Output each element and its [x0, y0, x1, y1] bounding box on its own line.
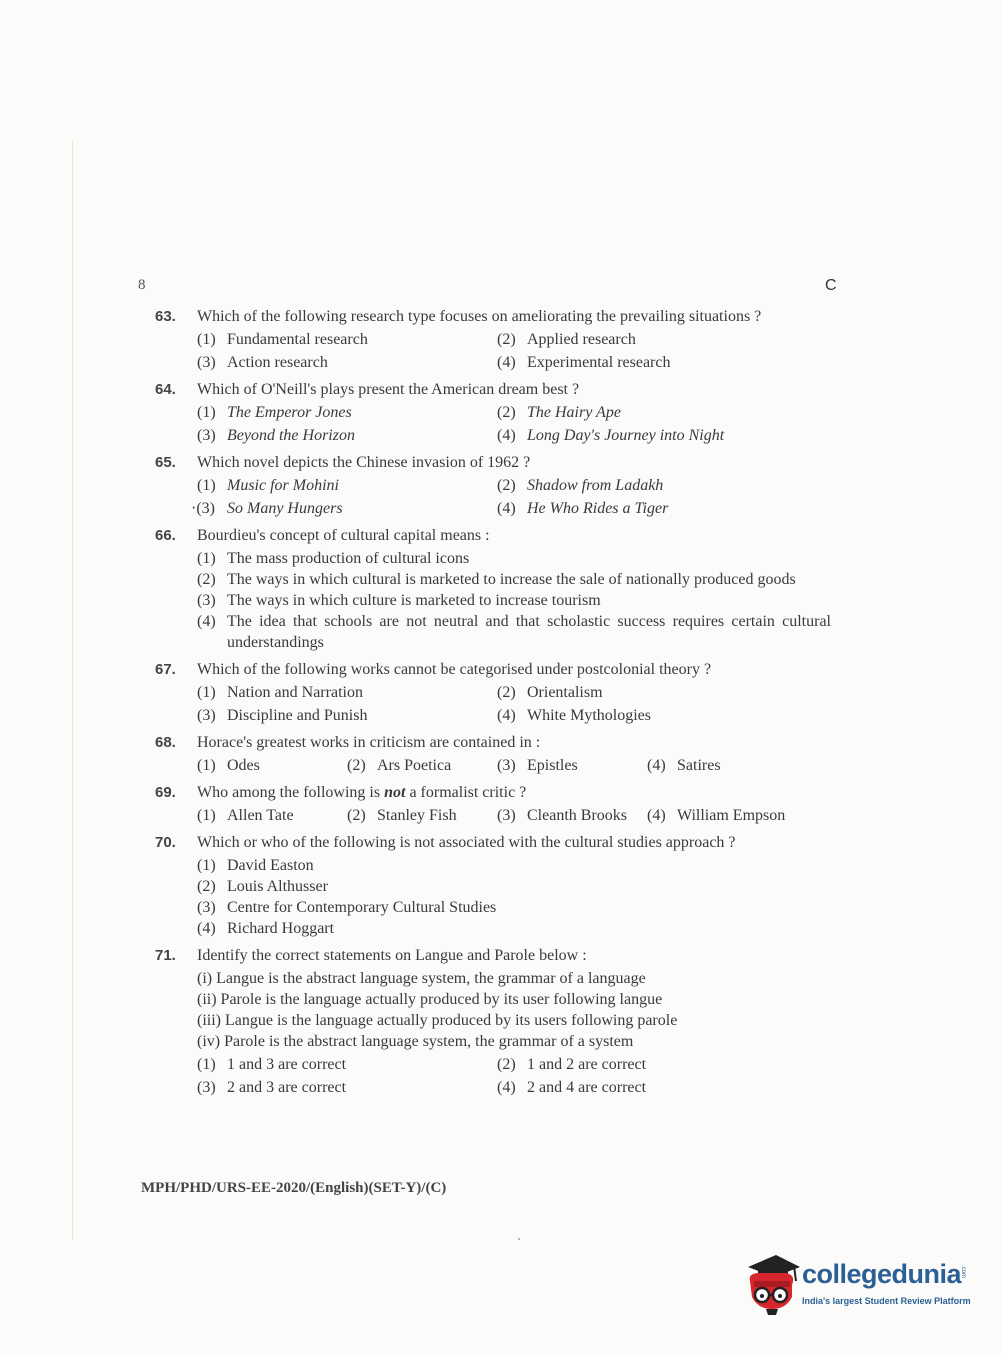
option-1: (1) The Emperor Jones: [197, 404, 352, 421]
page-number: 8: [138, 277, 146, 293]
option-1: (1) Odes: [197, 757, 260, 774]
question-69: [155, 782, 831, 826]
question-stem: Bourdieu's concept of cultural capital means :: [197, 527, 490, 544]
option-1: (1) Music for Mohini: [197, 477, 339, 494]
option-2: (2) Shadow from Ladakh: [497, 477, 664, 494]
question-stem: Which of O'Neill's plays present the American dream best ?: [197, 381, 580, 398]
logo-wordmark: collegedunia: [802, 1259, 962, 1289]
question-stem: Identify the correct statements on Langue and Parole below :: [197, 947, 587, 964]
collegedunia-logo[interactable]: [742, 1251, 972, 1321]
question-stem: Which of the following works cannot be categorised under postcolonial theory ?: [197, 661, 712, 678]
question-stem: Which novel depicts the Chinese invasion of 1962 ?: [197, 454, 531, 471]
statements: [197, 968, 831, 1052]
question-68: [155, 732, 831, 776]
question-64: [155, 379, 831, 446]
option-3: (3) Beyond the Horizon: [197, 427, 355, 444]
question-stem: Which of the following research type focuses on ameliorating the prevailing situations ?: [197, 308, 762, 325]
statement-i: (i) Langue is the abstract language system, the grammar of a language: [197, 970, 646, 987]
question-67: [155, 659, 831, 726]
question-number: 69.: [155, 784, 176, 801]
question-list: [155, 306, 831, 1104]
option-3: ·(3) So Many Hungers: [191, 500, 343, 517]
option-3: (3) The ways in which culture is marketed to increase tourism: [197, 592, 601, 609]
mascot-icon: [742, 1251, 802, 1321]
question-71: [155, 945, 831, 1098]
question-70: [155, 832, 831, 939]
page-edge-line: [72, 140, 73, 1240]
option-4: (4) White Mythologies: [497, 707, 651, 724]
statement-ii: (ii) Parole is the language actually produced by its user following langue: [197, 991, 663, 1008]
question-stem: Which or who of the following is not associated with the cultural studies approach ?: [197, 834, 736, 851]
option-2: (2) The Hairy Ape: [497, 404, 621, 421]
option-4: (4) Experimental research: [497, 354, 671, 371]
option-1: (1) David Easton: [197, 857, 314, 874]
scan-speck: [518, 1238, 520, 1240]
option-4: (4) He Who Rides a Tiger: [497, 500, 669, 517]
option-3: (3) Epistles: [497, 757, 578, 774]
question-66: [155, 525, 831, 653]
option-4: (4) 2 and 4 are correct: [497, 1079, 647, 1096]
logo-tagline: India's largest Student Review Platform: [802, 1296, 971, 1306]
option-2: (2) Orientalism: [497, 684, 603, 701]
option-4: (4) The idea that schools are not neutral and that scholastic success requires certain cultural understandings: [197, 613, 831, 651]
emphasis-not: not: [384, 784, 406, 801]
option-1: (1) The mass production of cultural icons: [197, 550, 470, 567]
option-3: (3) Centre for Contemporary Cultural Studies: [197, 899, 497, 916]
question-stem: Who among the following is not a formalist critic ?: [197, 784, 527, 801]
question-number: 66.: [155, 527, 176, 544]
options: [197, 1054, 831, 1098]
option-3: (3) Discipline and Punish: [197, 707, 368, 724]
question-number: 71.: [155, 947, 176, 964]
option-2: (2) Stanley Fish: [347, 807, 457, 824]
option-2: (2) Louis Althusser: [197, 878, 328, 895]
option-2: (2) Ars Poetica: [347, 757, 452, 774]
question-number: 67.: [155, 661, 176, 678]
option-2: (2) The ways in which cultural is marketed to increase the sale of nationally produced goods: [197, 571, 796, 588]
options: [197, 755, 831, 776]
option-2: (2) Applied research: [497, 331, 636, 348]
option-4: (4) Richard Hoggart: [197, 920, 335, 937]
paper-code-footer: MPH/PHD/URS-EE-2020/(English)(SET-Y)/(C): [141, 1180, 447, 1196]
option-1: (1) 1 and 3 are correct: [197, 1056, 347, 1073]
logo-com: .com: [960, 1265, 966, 1279]
statement-iii: (iii) Langue is the language actually produced by its users following parole: [197, 1012, 678, 1029]
question-number: 70.: [155, 834, 176, 851]
option-4: (4) William Empson: [647, 807, 786, 824]
options: [197, 855, 831, 939]
option-2: (2) 1 and 2 are correct: [497, 1056, 647, 1073]
question-63: [155, 306, 831, 373]
option-1: (1) Nation and Narration: [197, 684, 363, 701]
option-3: (3) Cleanth Brooks: [497, 807, 627, 824]
question-number: 68.: [155, 734, 176, 751]
question-65: [155, 452, 831, 519]
options: [197, 402, 831, 446]
option-3: (3) 2 and 3 are correct: [197, 1079, 347, 1096]
question-number: 64.: [155, 381, 176, 398]
options: [197, 682, 831, 726]
options: [197, 329, 831, 373]
question-number: 65.: [155, 454, 176, 471]
statement-iv: (iv) Parole is the abstract language system, the grammar of a system: [197, 1033, 634, 1050]
options: [197, 548, 831, 653]
option-4: (4) Long Day's Journey into Night: [497, 427, 725, 444]
question-number: 63.: [155, 308, 176, 325]
option-3: (3) Action research: [197, 354, 328, 371]
question-stem: Horace's greatest works in criticism are contained in :: [197, 734, 541, 751]
option-1: (1) Allen Tate: [197, 807, 294, 824]
option-4: (4) Satires: [647, 757, 721, 774]
set-code: C: [825, 277, 837, 294]
options: [191, 475, 831, 519]
options: [197, 805, 831, 826]
option-1: (1) Fundamental research: [197, 331, 368, 348]
